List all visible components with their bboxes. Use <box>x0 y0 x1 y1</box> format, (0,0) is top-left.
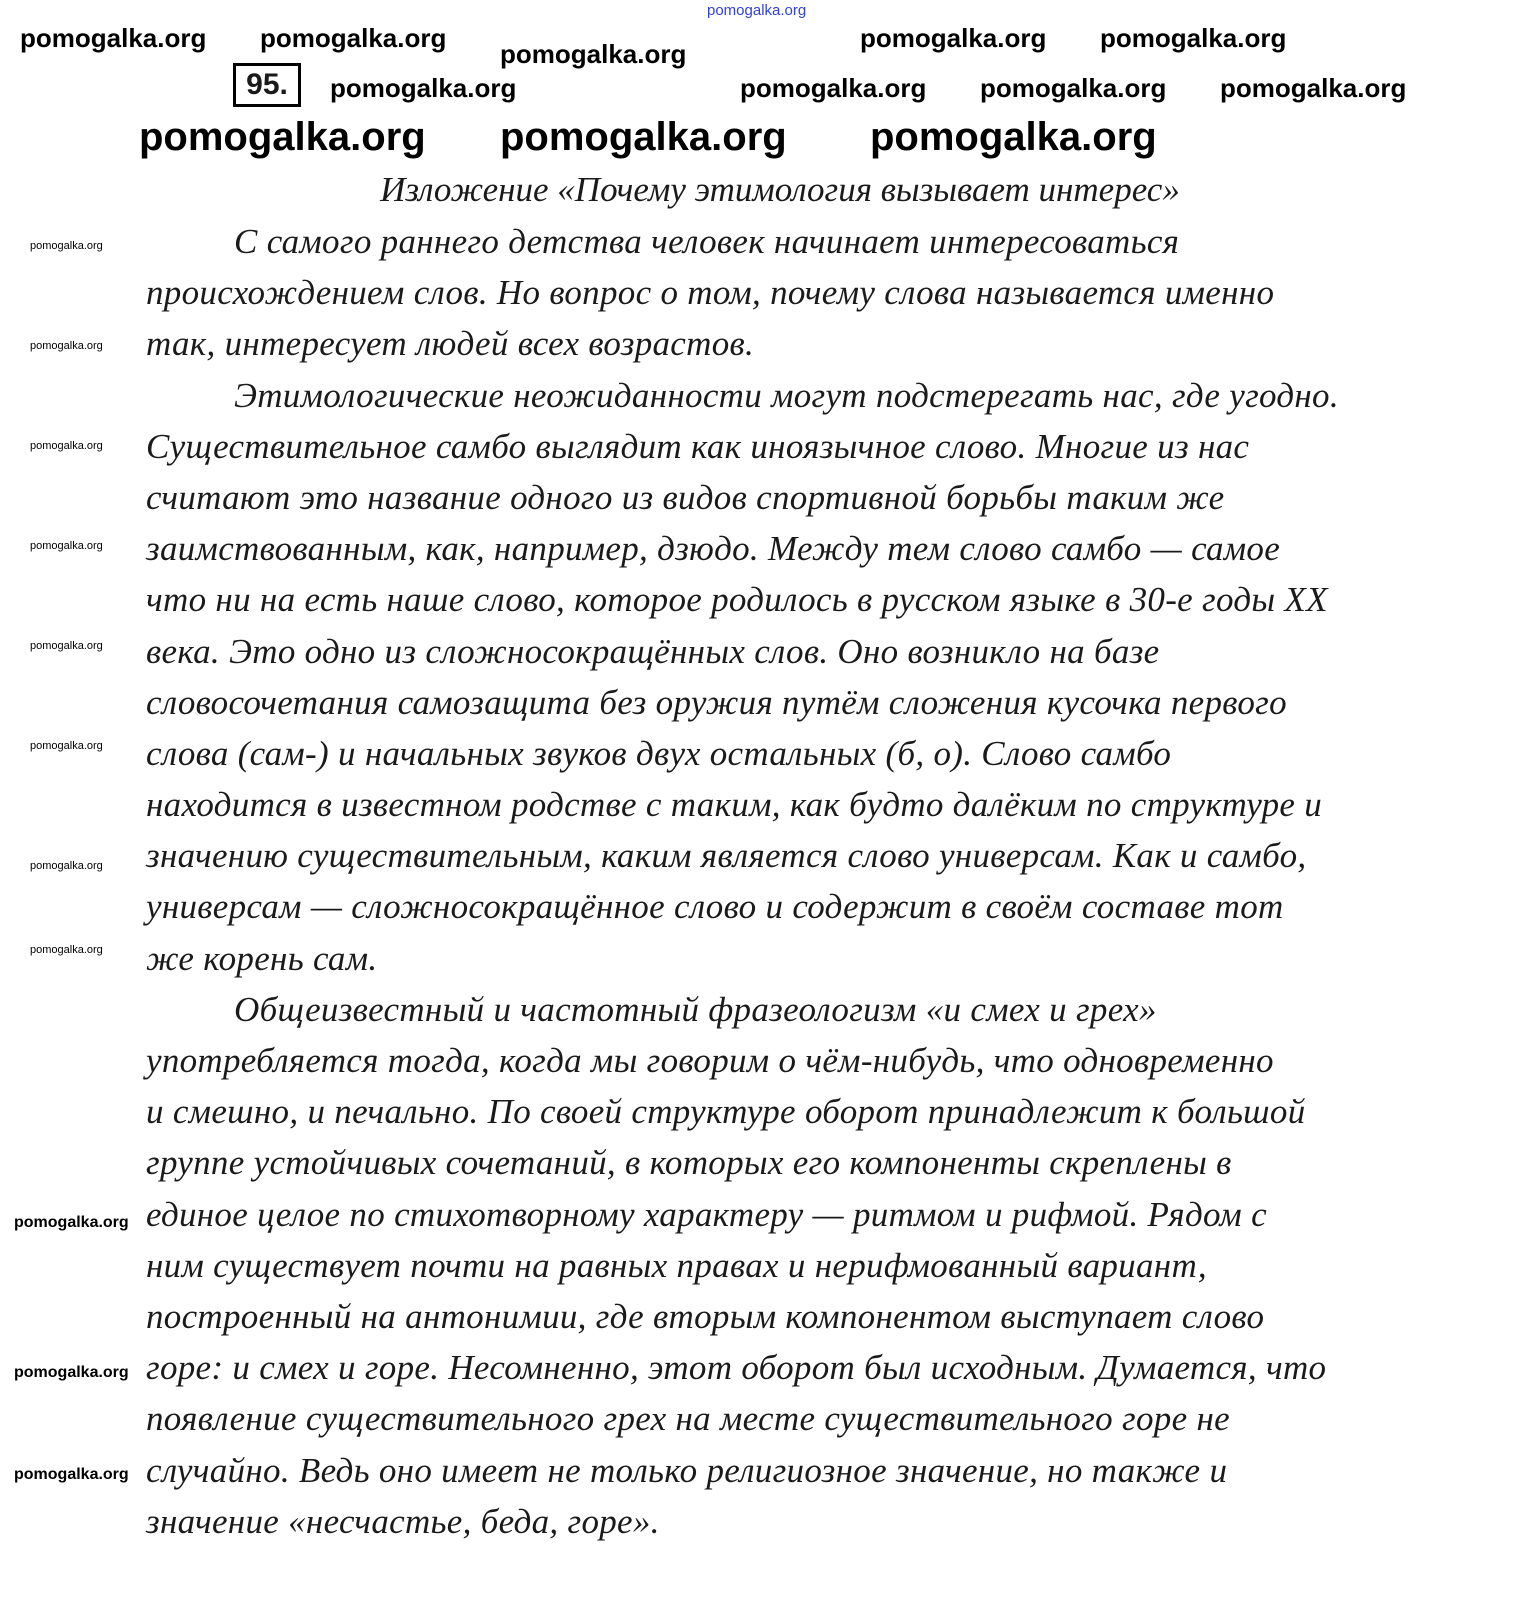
watermark: pomogalka.org <box>500 39 687 69</box>
text-line: что ни на есть наше слово, которое родилось в русском языке в 30-е годы XX <box>146 580 1328 620</box>
text-line: так, интересует людей всех возрастов. <box>146 324 755 364</box>
text-line: появление существительного грех на месте существительного горе не <box>146 1399 1230 1439</box>
text-line: и смешно, и печально. По своей структуре оборот принадлежит к большой <box>146 1092 1306 1132</box>
watermark: pomogalka.org <box>740 73 927 103</box>
text-line: же корень сам. <box>146 938 378 978</box>
header-watermark[interactable]: pomogalka.org <box>707 2 807 19</box>
text-line: считают это название одного из видов спортивной борьбы таким же <box>146 477 1225 517</box>
watermark: pomogalka.org <box>139 115 426 159</box>
watermark: pomogalka.org <box>30 640 103 652</box>
watermark: pomogalka.org <box>1100 23 1287 53</box>
watermark: pomogalka.org <box>1220 73 1407 103</box>
text-line: случайно. Ведь оно имеет не только религиозное значение, но также и <box>146 1450 1228 1490</box>
watermark: pomogalka.org <box>14 1364 129 1381</box>
text-line: слова (сам-) и начальных звуков двух остальных (б, о). Слово самбо <box>146 733 1172 773</box>
text-line: горе: и смех и горе. Несомненно, этот оборот был исходным. Думается, что <box>146 1348 1327 1388</box>
watermark: pomogalka.org <box>30 944 103 956</box>
text-line: группе устойчивых сочетаний, в которых его компоненты скреплены в <box>146 1143 1232 1183</box>
page-title: Изложение «Почему этимология вызывает интерес» <box>380 170 1180 209</box>
watermark: pomogalka.org <box>14 1466 129 1483</box>
text-line: века. Это одно из сложносокращённых слов. Оно возникло на базе <box>146 631 1160 671</box>
watermark: pomogalka.org <box>14 1214 129 1231</box>
watermark: pomogalka.org <box>260 23 447 53</box>
watermark: pomogalka.org <box>20 23 207 53</box>
document-body <box>146 216 1446 1547</box>
text-line: построенный на антонимии, где вторым компонентом выступает слово <box>146 1296 1265 1336</box>
watermark: pomogalka.org <box>30 740 103 752</box>
text-line: С самого раннего детства человек начинает интересоваться <box>234 222 1180 261</box>
exercise-number: 95. <box>233 63 301 107</box>
watermark: pomogalka.org <box>30 540 103 552</box>
text-line: заимствованным, как, например, дзюдо. Между тем слово самбо — самое <box>146 529 1281 569</box>
text-line: Общеизвестный и частотный фразеологизм «и смех и грех» <box>234 989 1157 1029</box>
watermark: pomogalka.org <box>30 340 103 352</box>
watermark: pomogalka.org <box>860 23 1047 53</box>
text-line: единое целое по стихотворному характеру — ритмом и рифмой. Рядом с <box>146 1194 1267 1234</box>
watermark: pomogalka.org <box>980 73 1167 103</box>
watermark: pomogalka.org <box>500 115 787 159</box>
watermark: pomogalka.org <box>30 860 103 872</box>
text-line: универсам — сложносокращённое слово и содержит в своём составе тот <box>146 887 1284 927</box>
text-line: значению существительным, каким является слово универсам. Как и самбо, <box>146 836 1307 876</box>
watermark: pomogalka.org <box>30 440 103 452</box>
text-line: ним существует почти на равных правах и нерифмованный вариант, <box>146 1245 1207 1285</box>
watermark: pomogalka.org <box>870 115 1157 159</box>
text-line: значение «несчастье, беда, горе». <box>146 1501 660 1541</box>
watermark: pomogalka.org <box>30 240 103 252</box>
text-line: словосочетания самозащита без оружия путём сложения кусочка первого <box>146 682 1287 722</box>
text-line: происхождением слов. Но вопрос о том, почему слова называется именно <box>146 273 1275 313</box>
text-line: Этимологические неожиданности могут подстерегать нас, где угодно. <box>234 375 1339 415</box>
text-line: Существительное самбо выглядит как иноязычное слово. Многие из нас <box>146 426 1250 466</box>
text-line: находится в известном родстве с таким, как будто далёким по структуре и <box>146 785 1323 825</box>
text-line: употребляется тогда, когда мы говорим о чём-нибудь, что одновременно <box>146 1041 1274 1080</box>
watermark: pomogalka.org <box>330 73 517 103</box>
